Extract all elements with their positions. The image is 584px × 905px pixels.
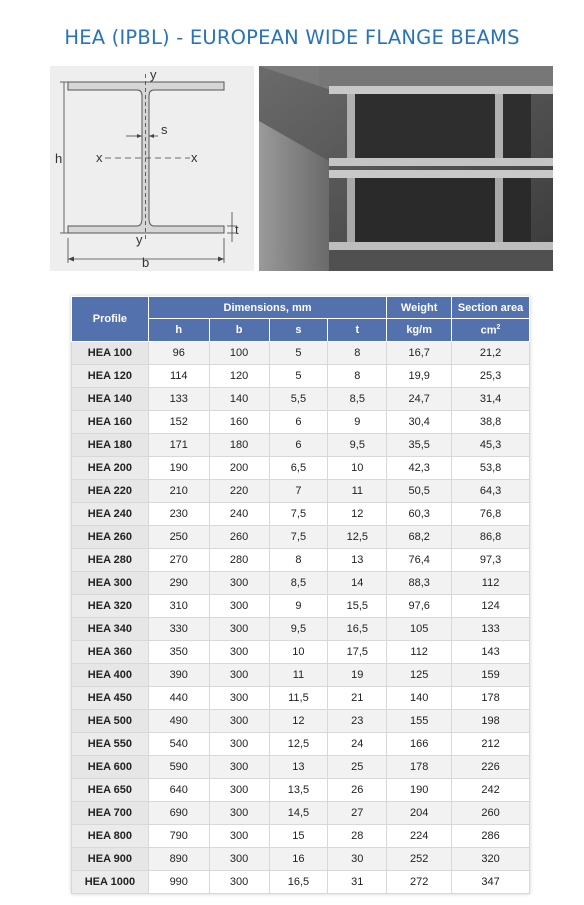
cell-b: 300 bbox=[209, 779, 269, 802]
cell-weight: 204 bbox=[387, 802, 452, 825]
cell-profile: HEA 800 bbox=[72, 825, 149, 848]
cell-s: 13 bbox=[269, 756, 328, 779]
cell-b: 300 bbox=[209, 595, 269, 618]
steel-beams-photo bbox=[259, 66, 553, 271]
cell-b: 140 bbox=[209, 388, 269, 411]
header-area-unit: $cm^2$ bbox=[452, 319, 530, 342]
table-row bbox=[72, 802, 530, 825]
cell-profile: HEA 360 bbox=[72, 641, 149, 664]
cell-weight: 178 bbox=[387, 756, 452, 779]
cell-weight: 105 bbox=[387, 618, 452, 641]
cell-profile: HEA 120 bbox=[72, 365, 149, 388]
table-row bbox=[72, 411, 530, 434]
cell-b: 300 bbox=[209, 848, 269, 871]
cell-s: 8 bbox=[269, 549, 328, 572]
cell-t: 19 bbox=[328, 664, 387, 687]
cell-h: 490 bbox=[148, 710, 209, 733]
cell-b: 120 bbox=[209, 365, 269, 388]
cell-section-area: 31,4 bbox=[452, 388, 530, 411]
cell-section-area: 143 bbox=[452, 641, 530, 664]
cell-s: 6 bbox=[269, 411, 328, 434]
y-bottom-label: y bbox=[136, 232, 143, 247]
cell-b: 300 bbox=[209, 641, 269, 664]
cell-profile: HEA 1000 bbox=[72, 871, 149, 894]
cell-profile: HEA 100 bbox=[72, 342, 149, 365]
cell-profile: HEA 650 bbox=[72, 779, 149, 802]
cell-t: 10 bbox=[328, 457, 387, 480]
cell-b: 100 bbox=[209, 342, 269, 365]
cell-section-area: 25,3 bbox=[452, 365, 530, 388]
cell-b: 260 bbox=[209, 526, 269, 549]
cell-weight: 16,7 bbox=[387, 342, 452, 365]
cell-h: 114 bbox=[148, 365, 209, 388]
cell-section-area: 198 bbox=[452, 710, 530, 733]
cell-section-area: 226 bbox=[452, 756, 530, 779]
s-label: s bbox=[161, 122, 168, 137]
cell-s: 5,5 bbox=[269, 388, 328, 411]
x-left-label: x bbox=[96, 150, 103, 165]
cell-t: 30 bbox=[328, 848, 387, 871]
table-row bbox=[72, 664, 530, 687]
cell-s: 14,5 bbox=[269, 802, 328, 825]
cell-section-area: 53,8 bbox=[452, 457, 530, 480]
cell-weight: 166 bbox=[387, 733, 452, 756]
cell-s: 5 bbox=[269, 365, 328, 388]
beam-specs-table bbox=[71, 296, 530, 894]
cell-section-area: 260 bbox=[452, 802, 530, 825]
cell-section-area: 21,2 bbox=[452, 342, 530, 365]
cell-t: 8 bbox=[328, 365, 387, 388]
header-s: s bbox=[269, 319, 328, 342]
cell-b: 300 bbox=[209, 825, 269, 848]
table-row bbox=[72, 572, 530, 595]
cell-b: 300 bbox=[209, 733, 269, 756]
h-label: h bbox=[55, 151, 63, 166]
cell-weight: 155 bbox=[387, 710, 452, 733]
cell-t: 12 bbox=[328, 503, 387, 526]
cell-t: 23 bbox=[328, 710, 387, 733]
cell-t: 26 bbox=[328, 779, 387, 802]
beam-specs-table-container bbox=[71, 296, 530, 894]
table-row bbox=[72, 618, 530, 641]
beam-cross-section-diagram bbox=[50, 66, 254, 271]
cell-profile: HEA 180 bbox=[72, 434, 149, 457]
cell-t: 9,5 bbox=[328, 434, 387, 457]
cell-profile: HEA 340 bbox=[72, 618, 149, 641]
cell-s: 10 bbox=[269, 641, 328, 664]
cell-t: 31 bbox=[328, 871, 387, 894]
cell-profile: HEA 240 bbox=[72, 503, 149, 526]
cell-b: 300 bbox=[209, 572, 269, 595]
cell-s: 5 bbox=[269, 342, 328, 365]
cell-section-area: 286 bbox=[452, 825, 530, 848]
table-row bbox=[72, 365, 530, 388]
cell-h: 171 bbox=[148, 434, 209, 457]
cell-t: 9 bbox=[328, 411, 387, 434]
cell-h: 540 bbox=[148, 733, 209, 756]
cell-profile: HEA 450 bbox=[72, 687, 149, 710]
table-row bbox=[72, 733, 530, 756]
cell-s: 6 bbox=[269, 434, 328, 457]
t-label: t bbox=[235, 222, 239, 237]
cell-section-area: 112 bbox=[452, 572, 530, 595]
table-row bbox=[72, 848, 530, 871]
cell-profile: HEA 280 bbox=[72, 549, 149, 572]
header-b: b bbox=[209, 319, 269, 342]
header-dimensions: Dimensions, mm bbox=[148, 297, 386, 319]
cell-h: 310 bbox=[148, 595, 209, 618]
cell-b: 200 bbox=[209, 457, 269, 480]
table-row bbox=[72, 825, 530, 848]
cell-s: 11,5 bbox=[269, 687, 328, 710]
cell-h: 590 bbox=[148, 756, 209, 779]
cell-section-area: 97,3 bbox=[452, 549, 530, 572]
cell-section-area: 76,8 bbox=[452, 503, 530, 526]
table-row bbox=[72, 503, 530, 526]
cell-section-area: 64,3 bbox=[452, 480, 530, 503]
cell-t: 12,5 bbox=[328, 526, 387, 549]
cell-s: 7,5 bbox=[269, 503, 328, 526]
table-row bbox=[72, 779, 530, 802]
cell-t: 14 bbox=[328, 572, 387, 595]
cell-s: 7 bbox=[269, 480, 328, 503]
cell-section-area: 347 bbox=[452, 871, 530, 894]
cell-s: 7,5 bbox=[269, 526, 328, 549]
cell-weight: 272 bbox=[387, 871, 452, 894]
cell-profile: HEA 300 bbox=[72, 572, 149, 595]
table-row bbox=[72, 871, 530, 894]
cell-section-area: 124 bbox=[452, 595, 530, 618]
cell-weight: 68,2 bbox=[387, 526, 452, 549]
cell-s: 16,5 bbox=[269, 871, 328, 894]
cell-t: 17,5 bbox=[328, 641, 387, 664]
cell-h: 270 bbox=[148, 549, 209, 572]
cell-s: 16 bbox=[269, 848, 328, 871]
cell-weight: 50,5 bbox=[387, 480, 452, 503]
cell-h: 250 bbox=[148, 526, 209, 549]
b-label: b bbox=[142, 255, 150, 270]
table-row bbox=[72, 710, 530, 733]
table-body bbox=[72, 342, 530, 894]
cell-profile: HEA 140 bbox=[72, 388, 149, 411]
cell-section-area: 242 bbox=[452, 779, 530, 802]
header-h: h bbox=[148, 319, 209, 342]
cell-profile: HEA 260 bbox=[72, 526, 149, 549]
table-row bbox=[72, 480, 530, 503]
cell-t: 24 bbox=[328, 733, 387, 756]
cell-h: 190 bbox=[148, 457, 209, 480]
cell-weight: 190 bbox=[387, 779, 452, 802]
cell-h: 790 bbox=[148, 825, 209, 848]
cell-weight: 19,9 bbox=[387, 365, 452, 388]
cell-h: 690 bbox=[148, 802, 209, 825]
header-section-area: Section area bbox=[452, 297, 530, 319]
cell-weight: 112 bbox=[387, 641, 452, 664]
cell-profile: HEA 200 bbox=[72, 457, 149, 480]
table-row bbox=[72, 641, 530, 664]
cell-profile: HEA 550 bbox=[72, 733, 149, 756]
cell-t: 27 bbox=[328, 802, 387, 825]
cell-weight: 88,3 bbox=[387, 572, 452, 595]
cell-b: 300 bbox=[209, 687, 269, 710]
cell-s: 13,5 bbox=[269, 779, 328, 802]
cell-t: 21 bbox=[328, 687, 387, 710]
cell-weight: 42,3 bbox=[387, 457, 452, 480]
cell-profile: HEA 320 bbox=[72, 595, 149, 618]
cell-b: 240 bbox=[209, 503, 269, 526]
cell-h: 96 bbox=[148, 342, 209, 365]
table-row bbox=[72, 595, 530, 618]
cell-h: 210 bbox=[148, 480, 209, 503]
cell-h: 890 bbox=[148, 848, 209, 871]
cell-section-area: 159 bbox=[452, 664, 530, 687]
cell-b: 180 bbox=[209, 434, 269, 457]
cell-h: 440 bbox=[148, 687, 209, 710]
cell-weight: 35,5 bbox=[387, 434, 452, 457]
cell-t: 13 bbox=[328, 549, 387, 572]
cell-s: 12,5 bbox=[269, 733, 328, 756]
cell-section-area: 86,8 bbox=[452, 526, 530, 549]
cell-weight: 30,4 bbox=[387, 411, 452, 434]
y-top-label: y bbox=[150, 67, 157, 82]
cell-section-area: 38,8 bbox=[452, 411, 530, 434]
cell-profile: HEA 400 bbox=[72, 664, 149, 687]
cell-weight: 76,4 bbox=[387, 549, 452, 572]
table-row bbox=[72, 756, 530, 779]
cell-h: 390 bbox=[148, 664, 209, 687]
cell-profile: HEA 500 bbox=[72, 710, 149, 733]
cell-profile: HEA 600 bbox=[72, 756, 149, 779]
cell-h: 330 bbox=[148, 618, 209, 641]
cell-s: 9 bbox=[269, 595, 328, 618]
x-right-label: x bbox=[191, 150, 198, 165]
cell-b: 160 bbox=[209, 411, 269, 434]
cell-weight: 97,6 bbox=[387, 595, 452, 618]
cell-profile: HEA 700 bbox=[72, 802, 149, 825]
cell-t: 16,5 bbox=[328, 618, 387, 641]
cell-weight: 60,3 bbox=[387, 503, 452, 526]
cell-s: 8,5 bbox=[269, 572, 328, 595]
header-weight: Weight bbox=[387, 297, 452, 319]
cell-h: 640 bbox=[148, 779, 209, 802]
cell-b: 300 bbox=[209, 664, 269, 687]
cell-h: 230 bbox=[148, 503, 209, 526]
cell-b: 300 bbox=[209, 871, 269, 894]
table-row bbox=[72, 687, 530, 710]
i-beam-profile bbox=[68, 82, 224, 233]
cell-section-area: 320 bbox=[452, 848, 530, 871]
cell-section-area: 45,3 bbox=[452, 434, 530, 457]
cell-t: 8 bbox=[328, 342, 387, 365]
header-weight-unit: kg/m bbox=[387, 319, 452, 342]
cell-h: 152 bbox=[148, 411, 209, 434]
cell-weight: 125 bbox=[387, 664, 452, 687]
cell-weight: 140 bbox=[387, 687, 452, 710]
cell-section-area: 212 bbox=[452, 733, 530, 756]
cell-t: 25 bbox=[328, 756, 387, 779]
cell-b: 220 bbox=[209, 480, 269, 503]
cell-b: 300 bbox=[209, 618, 269, 641]
cell-profile: HEA 900 bbox=[72, 848, 149, 871]
table-row bbox=[72, 457, 530, 480]
cell-b: 300 bbox=[209, 756, 269, 779]
cell-s: 9,5 bbox=[269, 618, 328, 641]
cell-h: 133 bbox=[148, 388, 209, 411]
table-row bbox=[72, 342, 530, 365]
cell-b: 300 bbox=[209, 802, 269, 825]
cell-s: 11 bbox=[269, 664, 328, 687]
table-row bbox=[72, 549, 530, 572]
cell-weight: 252 bbox=[387, 848, 452, 871]
cell-h: 290 bbox=[148, 572, 209, 595]
cell-weight: 24,7 bbox=[387, 388, 452, 411]
cell-s: 12 bbox=[269, 710, 328, 733]
cell-s: 15 bbox=[269, 825, 328, 848]
header-profile: Profile bbox=[72, 297, 149, 342]
cell-h: 990 bbox=[148, 871, 209, 894]
table-row bbox=[72, 434, 530, 457]
page-title: HEA (IPBL) - EUROPEAN WIDE FLANGE BEAMS bbox=[64, 26, 520, 49]
table-row bbox=[72, 388, 530, 411]
cell-b: 280 bbox=[209, 549, 269, 572]
cell-weight: 224 bbox=[387, 825, 452, 848]
cell-b: 300 bbox=[209, 710, 269, 733]
cell-s: 6,5 bbox=[269, 457, 328, 480]
cell-t: 11 bbox=[328, 480, 387, 503]
cell-t: 8,5 bbox=[328, 388, 387, 411]
cell-profile: HEA 160 bbox=[72, 411, 149, 434]
cell-t: 28 bbox=[328, 825, 387, 848]
cell-section-area: 178 bbox=[452, 687, 530, 710]
cell-t: 15,5 bbox=[328, 595, 387, 618]
table-row bbox=[72, 526, 530, 549]
cell-profile: HEA 220 bbox=[72, 480, 149, 503]
cell-section-area: 133 bbox=[452, 618, 530, 641]
cell-h: 350 bbox=[148, 641, 209, 664]
header-t: t bbox=[328, 319, 387, 342]
